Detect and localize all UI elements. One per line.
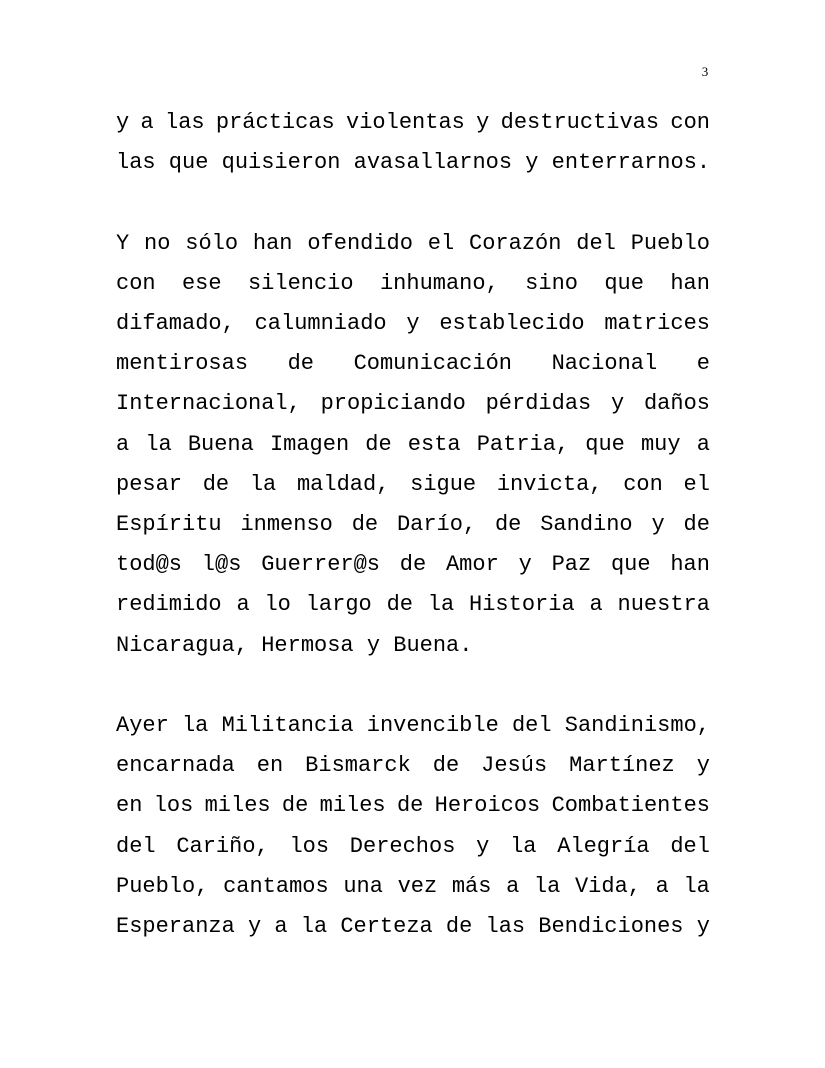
word: la: [683, 873, 710, 899]
text-line: [116, 465, 710, 505]
word: Darío,: [396, 512, 477, 538]
word: a: [236, 592, 250, 618]
text-line: [116, 344, 710, 384]
word: de: [386, 592, 413, 618]
word: Historia: [469, 592, 575, 618]
word: invencible: [366, 713, 499, 739]
word: destructivas: [500, 110, 660, 135]
word: Bismarck: [305, 753, 411, 779]
word: mentirosas: [116, 351, 249, 377]
word: redimido: [116, 592, 222, 618]
word: Certeza: [340, 914, 433, 940]
word: sólo: [185, 230, 239, 256]
word: prácticas: [215, 110, 335, 135]
text-line: [116, 706, 710, 746]
word: violentas: [346, 110, 465, 135]
word: y: [248, 914, 262, 940]
word: a: [655, 873, 669, 899]
word: y: [696, 753, 710, 779]
word: de: [683, 512, 710, 538]
word: de: [396, 793, 424, 819]
word: Paz: [551, 552, 592, 578]
word: que: [585, 431, 625, 457]
word: a: [589, 592, 603, 618]
word: pérdidas: [485, 391, 592, 417]
word: de: [432, 753, 460, 779]
document-body: [116, 103, 710, 987]
word: Espíritu: [116, 512, 222, 538]
word: Patria,: [476, 431, 570, 457]
word: lo: [264, 592, 291, 618]
word: y: [476, 110, 490, 135]
word: tod@s: [116, 552, 183, 578]
word: vez: [397, 873, 438, 899]
word: Pueblo: [630, 230, 710, 256]
word: ese: [181, 270, 222, 296]
text-line: [116, 103, 710, 143]
text-line: [116, 545, 710, 585]
word: ofendido: [307, 230, 413, 256]
word: de: [281, 793, 309, 819]
word: Bendiciones: [538, 914, 684, 940]
word: con: [670, 110, 710, 135]
word: matrices: [604, 311, 710, 336]
word: Comunicación: [353, 351, 512, 377]
word: Imagen: [269, 431, 350, 457]
word: Amor: [445, 552, 499, 578]
word: han: [252, 230, 293, 256]
text-line: [116, 425, 710, 465]
word: que: [604, 270, 644, 296]
word: y: [651, 512, 665, 538]
word: Nacional: [551, 351, 658, 377]
word: pesar: [116, 471, 183, 497]
word: Combatientes: [551, 793, 710, 819]
word: propiciando: [320, 391, 466, 417]
word: a: [274, 914, 288, 940]
word: Esperanza: [116, 914, 235, 940]
word: inmenso: [240, 512, 333, 538]
text-line: [116, 827, 710, 867]
word: el: [427, 230, 455, 256]
word: Martínez: [569, 753, 675, 779]
word: y: [518, 552, 532, 578]
word: la: [181, 713, 209, 739]
word: la: [300, 914, 328, 940]
word: silencio: [247, 270, 354, 296]
page-number: 3: [701, 64, 709, 79]
word: con: [116, 270, 156, 296]
word: de: [351, 512, 379, 538]
word: de: [494, 512, 522, 538]
word: Alegría: [557, 833, 650, 859]
word: que: [610, 552, 651, 578]
text-line: las que quisieron avasallarnos y enterrarnos.: [116, 150, 711, 176]
word: a: [140, 110, 154, 135]
word: más: [451, 873, 492, 899]
word: la: [145, 431, 172, 457]
text-line: [116, 786, 710, 826]
word: establecido: [439, 311, 585, 336]
text-line: [116, 224, 710, 264]
word: del: [116, 833, 156, 859]
word: a: [696, 431, 710, 457]
word: y: [611, 391, 625, 417]
word: muy: [640, 431, 681, 457]
word: en: [116, 793, 143, 819]
word: de: [445, 914, 473, 940]
word: de: [365, 431, 392, 457]
word: encarnada: [116, 753, 235, 779]
word: la: [533, 873, 561, 899]
text-line: [116, 585, 710, 625]
word: difamado,: [116, 311, 235, 336]
word: miles: [204, 793, 271, 819]
paragraph: [116, 103, 710, 183]
word: Guerrer@s: [261, 552, 381, 578]
word: calumniado: [254, 311, 387, 336]
word: e: [696, 351, 710, 377]
word: los: [289, 833, 330, 859]
word: Vida,: [574, 873, 641, 899]
word: el: [683, 471, 710, 497]
word: miles: [319, 793, 386, 819]
word: sigue: [410, 471, 477, 497]
word: l@s: [201, 552, 242, 578]
word: Militancia: [221, 713, 354, 739]
paragraph: [116, 706, 710, 947]
word: la: [427, 592, 455, 618]
word: del: [511, 713, 552, 739]
word: Corazón: [469, 230, 562, 256]
word: invicta,: [496, 471, 603, 497]
word: con: [623, 471, 663, 497]
word: esta: [407, 431, 461, 457]
word: la: [249, 471, 277, 497]
paragraph: [116, 224, 710, 666]
word: cantamos: [223, 873, 329, 899]
word: en: [256, 753, 284, 779]
word: del: [576, 230, 616, 256]
text-line: [116, 264, 710, 304]
word: Ayer: [116, 713, 169, 739]
word: Buena: [187, 431, 254, 457]
word: la: [510, 833, 537, 859]
word: Cariño,: [176, 833, 269, 859]
word: no: [144, 230, 171, 256]
text-line: [116, 384, 710, 424]
word: de: [399, 552, 427, 578]
word: nuestra: [617, 592, 710, 618]
word: las: [165, 110, 205, 135]
word: sino: [525, 270, 578, 296]
word: largo: [305, 592, 372, 618]
text-line: [116, 867, 710, 907]
word: Jesús: [481, 753, 548, 779]
text-line: [116, 505, 710, 545]
word: daños: [643, 391, 710, 417]
word: maldad,: [296, 471, 390, 497]
word: a: [506, 873, 520, 899]
text-line: [116, 304, 710, 344]
word: han: [670, 270, 710, 296]
text-line: Nicaragua, Hermosa y Buena.: [116, 632, 473, 658]
word: y: [406, 311, 420, 336]
text-line: [116, 907, 710, 947]
word: y: [116, 110, 130, 135]
word: inhumano,: [379, 270, 499, 296]
word: Sandino: [540, 512, 633, 538]
word: de: [202, 471, 230, 497]
word: Sandinismo,: [564, 713, 710, 739]
word: de: [287, 351, 314, 377]
word: una: [343, 873, 383, 899]
word: Y: [116, 230, 130, 256]
word: Pueblo,: [116, 873, 209, 899]
word: y: [476, 833, 490, 859]
word: Heroicos: [434, 793, 541, 819]
word: han: [670, 552, 710, 578]
text-line: [116, 746, 710, 786]
word: a: [116, 431, 130, 457]
word: del: [670, 833, 710, 859]
word: las: [485, 914, 526, 940]
word: y: [696, 914, 710, 940]
word: Internacional,: [116, 391, 301, 417]
word: los: [153, 793, 194, 819]
word: Derechos: [349, 833, 456, 859]
